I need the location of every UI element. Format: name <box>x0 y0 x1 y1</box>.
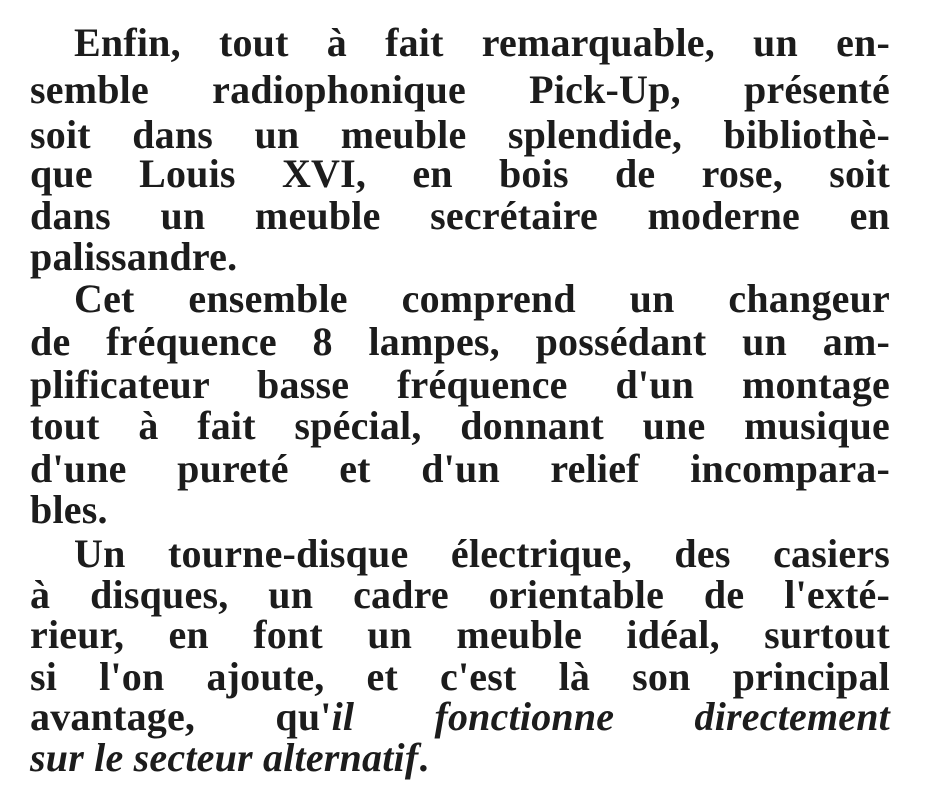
paragraph-3-line-5 <box>30 694 890 740</box>
paragraph-3-line-5-italic: il fonctionne directement <box>331 694 890 739</box>
paragraph-1-line-5: dans un meuble secrétaire moderne en <box>30 193 890 238</box>
paragraph-1-line-2: semble radiophonique Pick-Up, présenté <box>30 67 890 112</box>
paragraph-3-line-5-plain: avantage, qu' <box>30 694 332 739</box>
paragraph-2-line-1: Cet ensemble comprend un changeur <box>74 276 890 321</box>
paragraph-2-line-2: de fréquence 8 lampes, possédant un am- <box>30 319 890 364</box>
paragraph-2-line-5: d'une pureté et d'un relief incompara- <box>30 446 890 491</box>
paragraph-3-line-6 <box>30 735 890 781</box>
paragraph-2-line-6: bles. <box>30 487 108 532</box>
paragraph-3-line-4: si l'on ajoute, et c'est là son principal <box>30 654 890 699</box>
paragraph-1-line-4: que Louis XVI, en bois de rose, soit <box>30 151 890 196</box>
paragraph-1-line-1: Enfin, tout à fait remarquable, un en- <box>74 20 890 65</box>
paragraph-3-line-1: Un tourne-disque électrique, des casiers <box>74 531 890 576</box>
paragraph-1-line-3: soit dans un meuble splendide, bibliothè- <box>30 112 890 157</box>
paragraph-3-line-2: à disques, un cadre orientable de l'exté- <box>30 572 890 617</box>
paragraph-3-line-6-italic: sur le secteur alternatif <box>30 735 419 780</box>
paragraph-2-line-3: plificateur basse fréquence d'un montage <box>30 362 890 407</box>
paragraph-3-line-3: rieur, en font un meuble idéal, surtout <box>30 612 890 657</box>
paragraph-3-line-6-plain: . <box>418 735 429 780</box>
paragraph-2-line-4: tout à fait spécial, donnant une musique <box>30 403 890 448</box>
paragraph-1-line-6: palissandre. <box>30 234 238 279</box>
